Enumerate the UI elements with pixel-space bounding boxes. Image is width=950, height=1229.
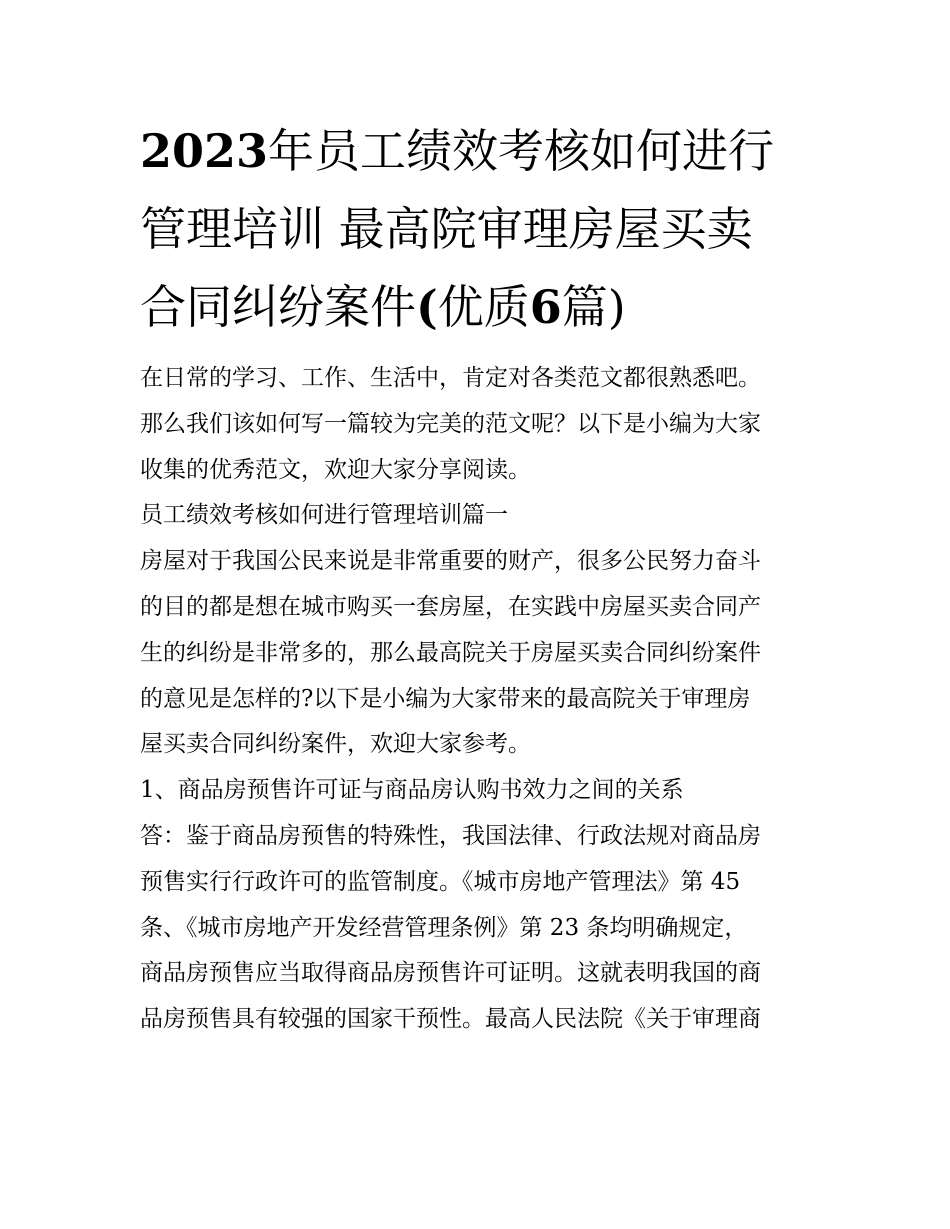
body-line: 那么我们该如何写一篇较为完美的范文呢？以下是小编为大家 [140,410,761,437]
title-line-2: 管理培训 最高院审理房屋买卖 [140,202,753,256]
body-line: 的目的都是想在城市购买一套房屋，在实践中房屋买卖合同产 [140,593,761,620]
title-line-3-post: 篇) [561,280,626,334]
body-line: 预售实行行政许可的监管制度。《城市房地产管理法》第 45 [140,868,741,895]
body-line: 答：鉴于商品房预售的特殊性，我国法律、行政法规对商品房 [140,822,761,849]
title-line-3-pre: 合同纠纷案件 [140,280,416,334]
body-line: 在日常的学习、工作、生活中，肯定对各类范文都很熟悉吧。 [140,365,761,391]
body-line: 条、《城市房地产开发经营管理条例》第 23 条均明确规定， [140,914,748,941]
body-line: 的意见是怎样的?以下是小编为大家带来的最高院关于审理房 [140,685,751,712]
title-line-3 [140,268,820,346]
section-heading: 员工绩效考核如何进行管理培训篇一 [140,502,508,529]
title-line-1 [140,112,820,190]
title-line-3-mid: 优质 [437,280,530,334]
title-year: 2023 [140,124,269,178]
body-line: 房屋对于我国公民来说是非常重要的财产，很多公民努力奋斗 [140,548,761,575]
body-line: 屋买卖合同纠纷案件，欢迎大家参考。 [140,731,531,758]
title-line-3-num: 6 [529,280,562,334]
title-line-1-text: 年员工绩效考核如何进行 [268,124,775,178]
body-line: 生的纠纷是非常多的，那么最高院关于房屋买卖合同纠纷案件 [140,639,761,666]
document-title [140,112,820,346]
title-line-3-paren: ( [416,280,438,334]
numbered-heading: 1、商品房预售许可证与商品房认购书效力之间的关系 [140,777,684,804]
body-line: 收集的优秀范文，欢迎大家分享阅读。 [140,456,531,483]
body-line: 品房预售具有较强的国家干预性。最高人民法院《关于审理商 [140,1006,761,1033]
document-body [140,356,820,1043]
body-line: 商品房预售应当取得商品房预售许可证明。这就表明我国的商 [140,960,761,987]
